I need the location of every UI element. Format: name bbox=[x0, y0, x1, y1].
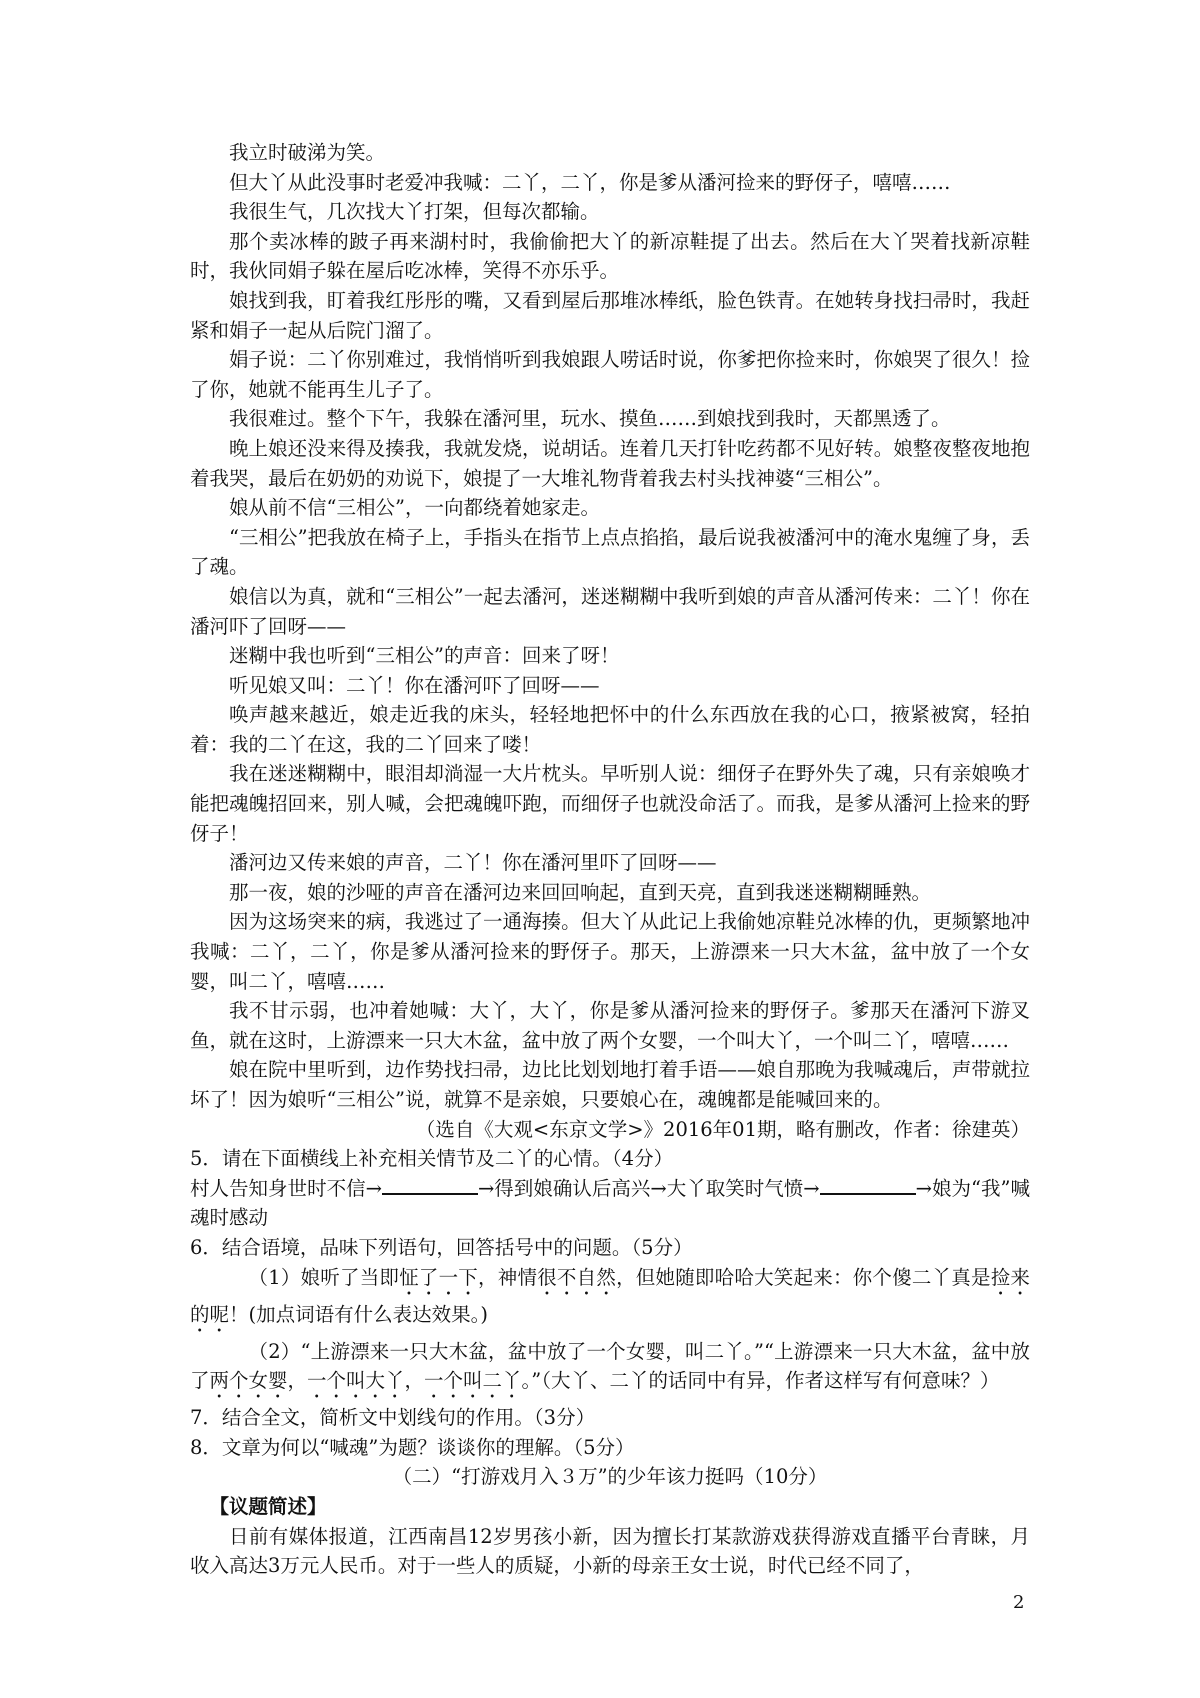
story-text bbox=[190, 138, 1030, 1144]
story-paragraph: 娟子说：二丫你别难过，我悄悄听到我娘跟人唠话时说，你爹把你捡来时，你娘哭了很久！捡了你，她就不能再生儿子了。 bbox=[190, 348, 1030, 401]
q5-text-2: →得到娘确认后高兴→大丫取笑时气愤→ bbox=[477, 1176, 820, 1200]
story-paragraph: 听见娘又叫：二丫！你在潘河吓了回呀—— bbox=[229, 673, 600, 697]
story-paragraph: 娘信以为真，就和“三相公”一起去潘河，迷迷糊糊中我听到娘的声音从潘河传来：二丫！你在潘河吓了回呀—— bbox=[190, 584, 1030, 638]
story-paragraph: 但大丫从此没事时老爱冲我喊：二丫，二丫，你是爹从潘河捡来的野伢子，嘻嘻…… bbox=[229, 170, 951, 194]
section-two-paragraph: 日前有媒体报道，江西南昌12岁男孩小新，因为擅长打某款游戏获得游戏直播平台青睐，月收入高达3万元人民币。对于一些人的质疑，小新的母亲王女士说，时代已经不同了， bbox=[190, 1524, 1030, 1578]
q6-1-text: （1）娘听了当即 bbox=[248, 1265, 400, 1289]
q5-text-3: →娘为“我”喊魂时感动 bbox=[190, 1176, 1030, 1230]
story-paragraph: 那一夜，娘的沙哑的声音在潘河边来回回响起，直到天亮，直到我迷迷糊糊睡熟。 bbox=[229, 880, 932, 904]
question-5-body bbox=[190, 1174, 1030, 1233]
story-paragraph: 那个卖冰棒的跛子再来湖村时，我偷偷把大丫的新凉鞋提了出去。然后在大丫哭着找新凉鞋时，我伙同娟子躲在屋后吃冰棒，笑得不亦乐乎。 bbox=[190, 229, 1030, 283]
question-8: 8．文章为何以“喊魂”为题？谈谈你的理解。（5分） bbox=[190, 1435, 635, 1459]
question-5-title: 5．请在下面横线上补充相关情节及二丫的心情。（4分） bbox=[190, 1147, 674, 1171]
question-7: 7．结合全文，简析文中划线句的作用。（3分） bbox=[190, 1406, 596, 1430]
q6-1-text: ！(加点词语有什么表达效果。) bbox=[229, 1302, 488, 1326]
section-two bbox=[190, 1462, 1030, 1580]
answer-blank-1[interactable] bbox=[382, 1175, 478, 1195]
story-paragraph: 我在迷迷糊糊中，眼泪却淌湿一大片枕头。早听别人说：细伢子在野外失了魂，只有亲娘唤才能把魂魄招回来，别人喊，会把魂魄吓跑，而细伢子也就没命活了。而我，是爹从潘河上捡来的野伢子！ bbox=[190, 762, 1030, 845]
story-paragraph: 我不甘示弱，也冲着她喊：大丫，大丫，你是爹从潘河捡来的野伢子。爹那天在潘河下游叉鱼，就在这时，上游漂来一只大木盆，盆中放了两个女婴，一个叫大丫，一个叫二丫，嘻嘻…… bbox=[190, 999, 1030, 1052]
story-paragraph: “三相公”把我放在椅子上，手指头在指节上点点掐掐，最后说我被潘河中的淹水鬼缠了身，丢了魂。 bbox=[190, 525, 1030, 579]
story-paragraph: 因为这场突来的病，我逃过了一通海揍。但大丫从此记上我偷她凉鞋兑冰棒的仇，更频繁地冲我喊：二丫，二丫，你是爹从潘河捡来的野伢子。那天，上游漂来一只大木盆，盆中放了一个女婴，叫二丫，嘻嘻…… bbox=[190, 910, 1030, 993]
story-paragraph: 晚上娘还没来得及揍我，我就发烧，说胡话。连着几天打针吃药都不见好转。娘整夜整夜地抱着我哭，最后在奶奶的劝说下，娘提了一大堆礼物背着我去村头找神婆“三相公”。 bbox=[190, 436, 1030, 490]
question-6-1 bbox=[190, 1263, 1030, 1337]
page-content bbox=[190, 138, 1030, 1581]
question-6-title: 6．结合语境，品味下列语句，回答括号中的问题。（5分） bbox=[190, 1235, 693, 1259]
dotted-words: 很不自然 bbox=[537, 1265, 617, 1289]
q6-1-text: ，神情 bbox=[478, 1265, 538, 1289]
section-two-title: （二）“打游戏月入３万”的少年该力挺吗（10分） bbox=[392, 1465, 828, 1489]
q6-2-text: （2）“上游漂来一只大木盆，盆中放了一个女婴，叫二丫。”“上游漂来一只大木盆，盆中放了 bbox=[190, 1339, 1030, 1393]
q6-2-text: 。”（大丫、二丫的话同中有异，作者这样写有何意味？） bbox=[521, 1369, 1000, 1393]
question-6-2 bbox=[190, 1337, 1030, 1404]
dotted-words: 两个女婴，一个叫大丫，一个叫二丫 bbox=[209, 1369, 522, 1393]
story-paragraph: 我立时破涕为笑。 bbox=[229, 141, 386, 164]
story-paragraph: 我很生气，几次找大丫打架，但每次都输。 bbox=[229, 200, 600, 224]
story-source: （选自《大观<东京文学>》2016年01期，略有删改，作者：徐建英） bbox=[415, 1117, 1030, 1141]
story-paragraph: 潘河边又传来娘的声音，二丫！你在潘河里吓了回呀—— bbox=[229, 851, 717, 875]
story-paragraph: 我很难过。整个下午，我躲在潘河里，玩水、摸鱼……到娘找到我时，天都黑透了。 bbox=[229, 407, 951, 431]
section-two-heading: 【议题简述】 bbox=[209, 1494, 327, 1518]
story-paragraph: 娘从前不信“三相公”，一向都绕着她家走。 bbox=[229, 496, 600, 520]
q5-text-1: 村人告知身世时不信→ bbox=[190, 1176, 382, 1200]
q6-1-text: ，但她随即哈哈大笑起来：你个傻二丫真是 bbox=[616, 1265, 991, 1289]
answer-blank-2[interactable] bbox=[820, 1175, 916, 1195]
story-paragraph: 娘在院中里听到，边作势找扫帚，边比比划划地打着手语——娘自那晚为我喊魂后，声带就拉坏了！因为娘听“三相公”说，就算不是亲娘，只要娘心在，魂魄都是能喊回来的。 bbox=[190, 1058, 1030, 1111]
dotted-words: 捡来的呢 bbox=[190, 1265, 1030, 1326]
story-paragraph: 迷糊中我也听到“三相公”的声音：回来了呀！ bbox=[229, 644, 620, 668]
story-paragraph: 唤声越来越近，娘走近我的床头，轻轻地把怀中的什么东西放在我的心口，掖紧被窝，轻拍着：我的二丫在这，我的二丫回来了喽！ bbox=[190, 703, 1030, 756]
questions bbox=[190, 1144, 1030, 1462]
story-paragraph: 娘找到我，盯着我红彤彤的嘴，又看到屋后那堆冰棒纸，脸色铁青。在她转身找扫帚时，我赶紧和娟子一起从后院门溜了。 bbox=[190, 288, 1030, 342]
dotted-words: 怔了一下 bbox=[399, 1265, 479, 1289]
page-number: 2 bbox=[1013, 1592, 1025, 1613]
